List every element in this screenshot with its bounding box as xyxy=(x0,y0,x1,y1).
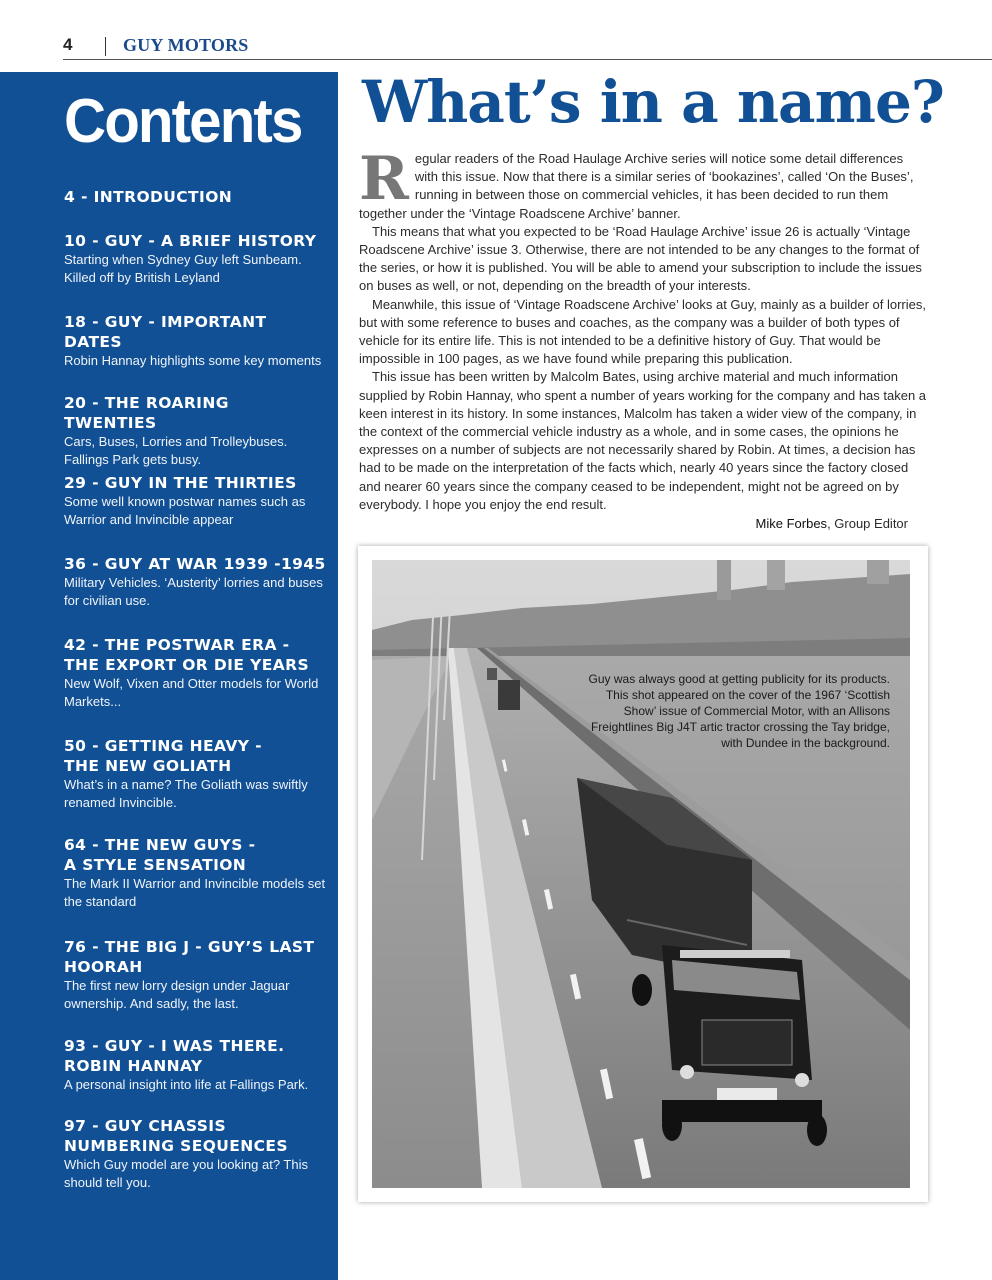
toc-description: Robin Hannay highlights some key moments xyxy=(64,353,322,368)
toc-heading: 97 - GUY CHASSIS NUMBERING SEQUENCES xyxy=(64,1117,288,1155)
toc-entry[interactable] xyxy=(64,554,326,610)
truck-on-bridge-image xyxy=(372,560,910,1188)
toc-description: The Mark II Warrior and Invincible models set the standard xyxy=(64,876,326,909)
page-header xyxy=(0,0,992,60)
toc-heading: 18 - GUY - IMPORTANT DATES xyxy=(64,313,267,351)
photo-caption: Guy was always good at getting publicity for its products. This shot appeared on the cover of the 1967 ‘Scottish Show’ issue of Commercial Motor, with an Allisons Freightlines Big J4T artic tractor crossing the Tay bridge, with Dundee in the background. xyxy=(588,672,890,750)
toc-heading: 4 - INTRODUCTION xyxy=(64,188,233,206)
toc-entry[interactable] xyxy=(64,187,326,207)
toc-description: Cars, Buses, Lorries and Trolleybuses. Fallings Park gets busy. xyxy=(64,434,288,467)
toc-entry[interactable] xyxy=(64,473,326,529)
toc-entry[interactable] xyxy=(64,635,326,711)
toc-heading: 29 - GUY IN THE THIRTIES xyxy=(64,474,297,492)
toc-entry[interactable] xyxy=(64,231,326,287)
toc-entry[interactable] xyxy=(64,835,326,911)
running-head: GUY MOTORS xyxy=(123,35,249,55)
toc-heading: 36 - GUY AT WAR 1939 -1945 xyxy=(64,555,326,573)
toc-entry[interactable] xyxy=(64,1036,326,1094)
toc-description: Military Vehicles. ‘Austerity’ lorries and buses for civilian use. xyxy=(64,575,323,608)
toc-heading: 50 - GETTING HEAVY - THE NEW GOLIATH xyxy=(64,737,263,775)
toc-description: New Wolf, Vixen and Otter models for World Markets... xyxy=(64,676,319,709)
page-number: 4 xyxy=(63,35,73,54)
toc-description: A personal insight into life at Fallings Park. xyxy=(64,1077,309,1092)
toc-entry[interactable] xyxy=(64,312,326,370)
editor-role: , Group Editor xyxy=(827,516,908,531)
header-rule xyxy=(63,59,992,60)
toc-heading: 64 - THE NEW GUYS - A STYLE SENSATION xyxy=(64,836,256,874)
article-body xyxy=(359,144,927,514)
toc-description: What’s in a name? The Goliath was swiftly renamed Invincible. xyxy=(64,777,308,810)
photo-frame xyxy=(358,546,928,1202)
toc-description: The first new lorry design under Jaguar ownership. And sadly, the last. xyxy=(64,978,290,1011)
toc-entry[interactable] xyxy=(64,937,326,1013)
toc-entry[interactable] xyxy=(64,736,326,812)
editor-signoff xyxy=(756,516,908,531)
toc-description: Which Guy model are you looking at? This should tell you. xyxy=(64,1157,308,1190)
toc-heading: 20 - THE ROARING TWENTIES xyxy=(64,394,229,432)
toc-heading: 76 - THE BIG J - GUY’S LAST HOORAH xyxy=(64,938,315,976)
header-separator xyxy=(105,37,106,56)
toc-heading: 10 - GUY - A BRIEF HISTORY xyxy=(64,232,317,250)
drop-cap: R xyxy=(359,144,409,214)
toc-entry[interactable] xyxy=(64,1116,326,1192)
article-paragraph: This means that what you expected to be ‘Road Haulage Archive’ issue 26 is actually ‘Vintage Roadscene Archive’ issue 3. Otherwise, there are not intended to be any changes to the format of the series, or how it is published. You will be able to amend your subscription to include the issues on buses as well, or not, depending on the breadth of your interests. xyxy=(359,223,922,294)
bridge-photo xyxy=(372,560,910,1188)
contents-title: Contents xyxy=(64,87,302,156)
toc-description: Some well known postwar names such as Warrior and Invincible appear xyxy=(64,494,306,527)
editor-name: Mike Forbes xyxy=(755,516,828,531)
article-paragraph: Meanwhile, this issue of ‘Vintage Roadscene Archive’ looks at Guy, mainly as a builder of lorries, but with some reference to buses and coaches, as the company was a builder of both types of vehicle for its entire life. This is not intended to be a definitive history of Guy. That would be impossible in 100 pages, as we have found while preparing this publication. xyxy=(359,296,926,367)
article-paragraph: This issue has been written by Malcolm Bates, using archive material and much information supplied by Robin Hannay, who spent a number of years working for the company and has taken a keen interest in its history. In some instances, Malcolm has taken a wider view of the company, in the context of the commercial vehicle industry as a whole, and in some cases, the opinions he expresses on a number of subjects are not necessarily shared by Robin. At times, a decision has had to be made on the interpretation of the facts which, nearly 40 years since the factory closed and nearer 60 years since the company ceased to be independent, might not be agreed on by everybody. I hope you enjoy the end result. xyxy=(359,369,927,512)
toc-heading: 93 - GUY - I WAS THERE. ROBIN HANNAY xyxy=(64,1037,285,1075)
toc-heading: 42 - THE POSTWAR ERA - THE EXPORT OR DIE YEARS xyxy=(64,636,310,674)
toc-description: Starting when Sydney Guy left Sunbeam. Killed off by British Leyland xyxy=(64,252,302,285)
toc-entry[interactable] xyxy=(64,393,326,469)
article-title: What’s in a name? xyxy=(362,68,944,136)
article-paragraph: egular readers of the Road Haulage Archive series will notice some detail differences with this issue. Now that there is a similar series of ‘bookazines’, called ‘On the Buses’, running in between those on commercial vehicles, it has been decided to run them together under the ‘Vintage Roadscene Archive’ banner. xyxy=(359,151,914,221)
